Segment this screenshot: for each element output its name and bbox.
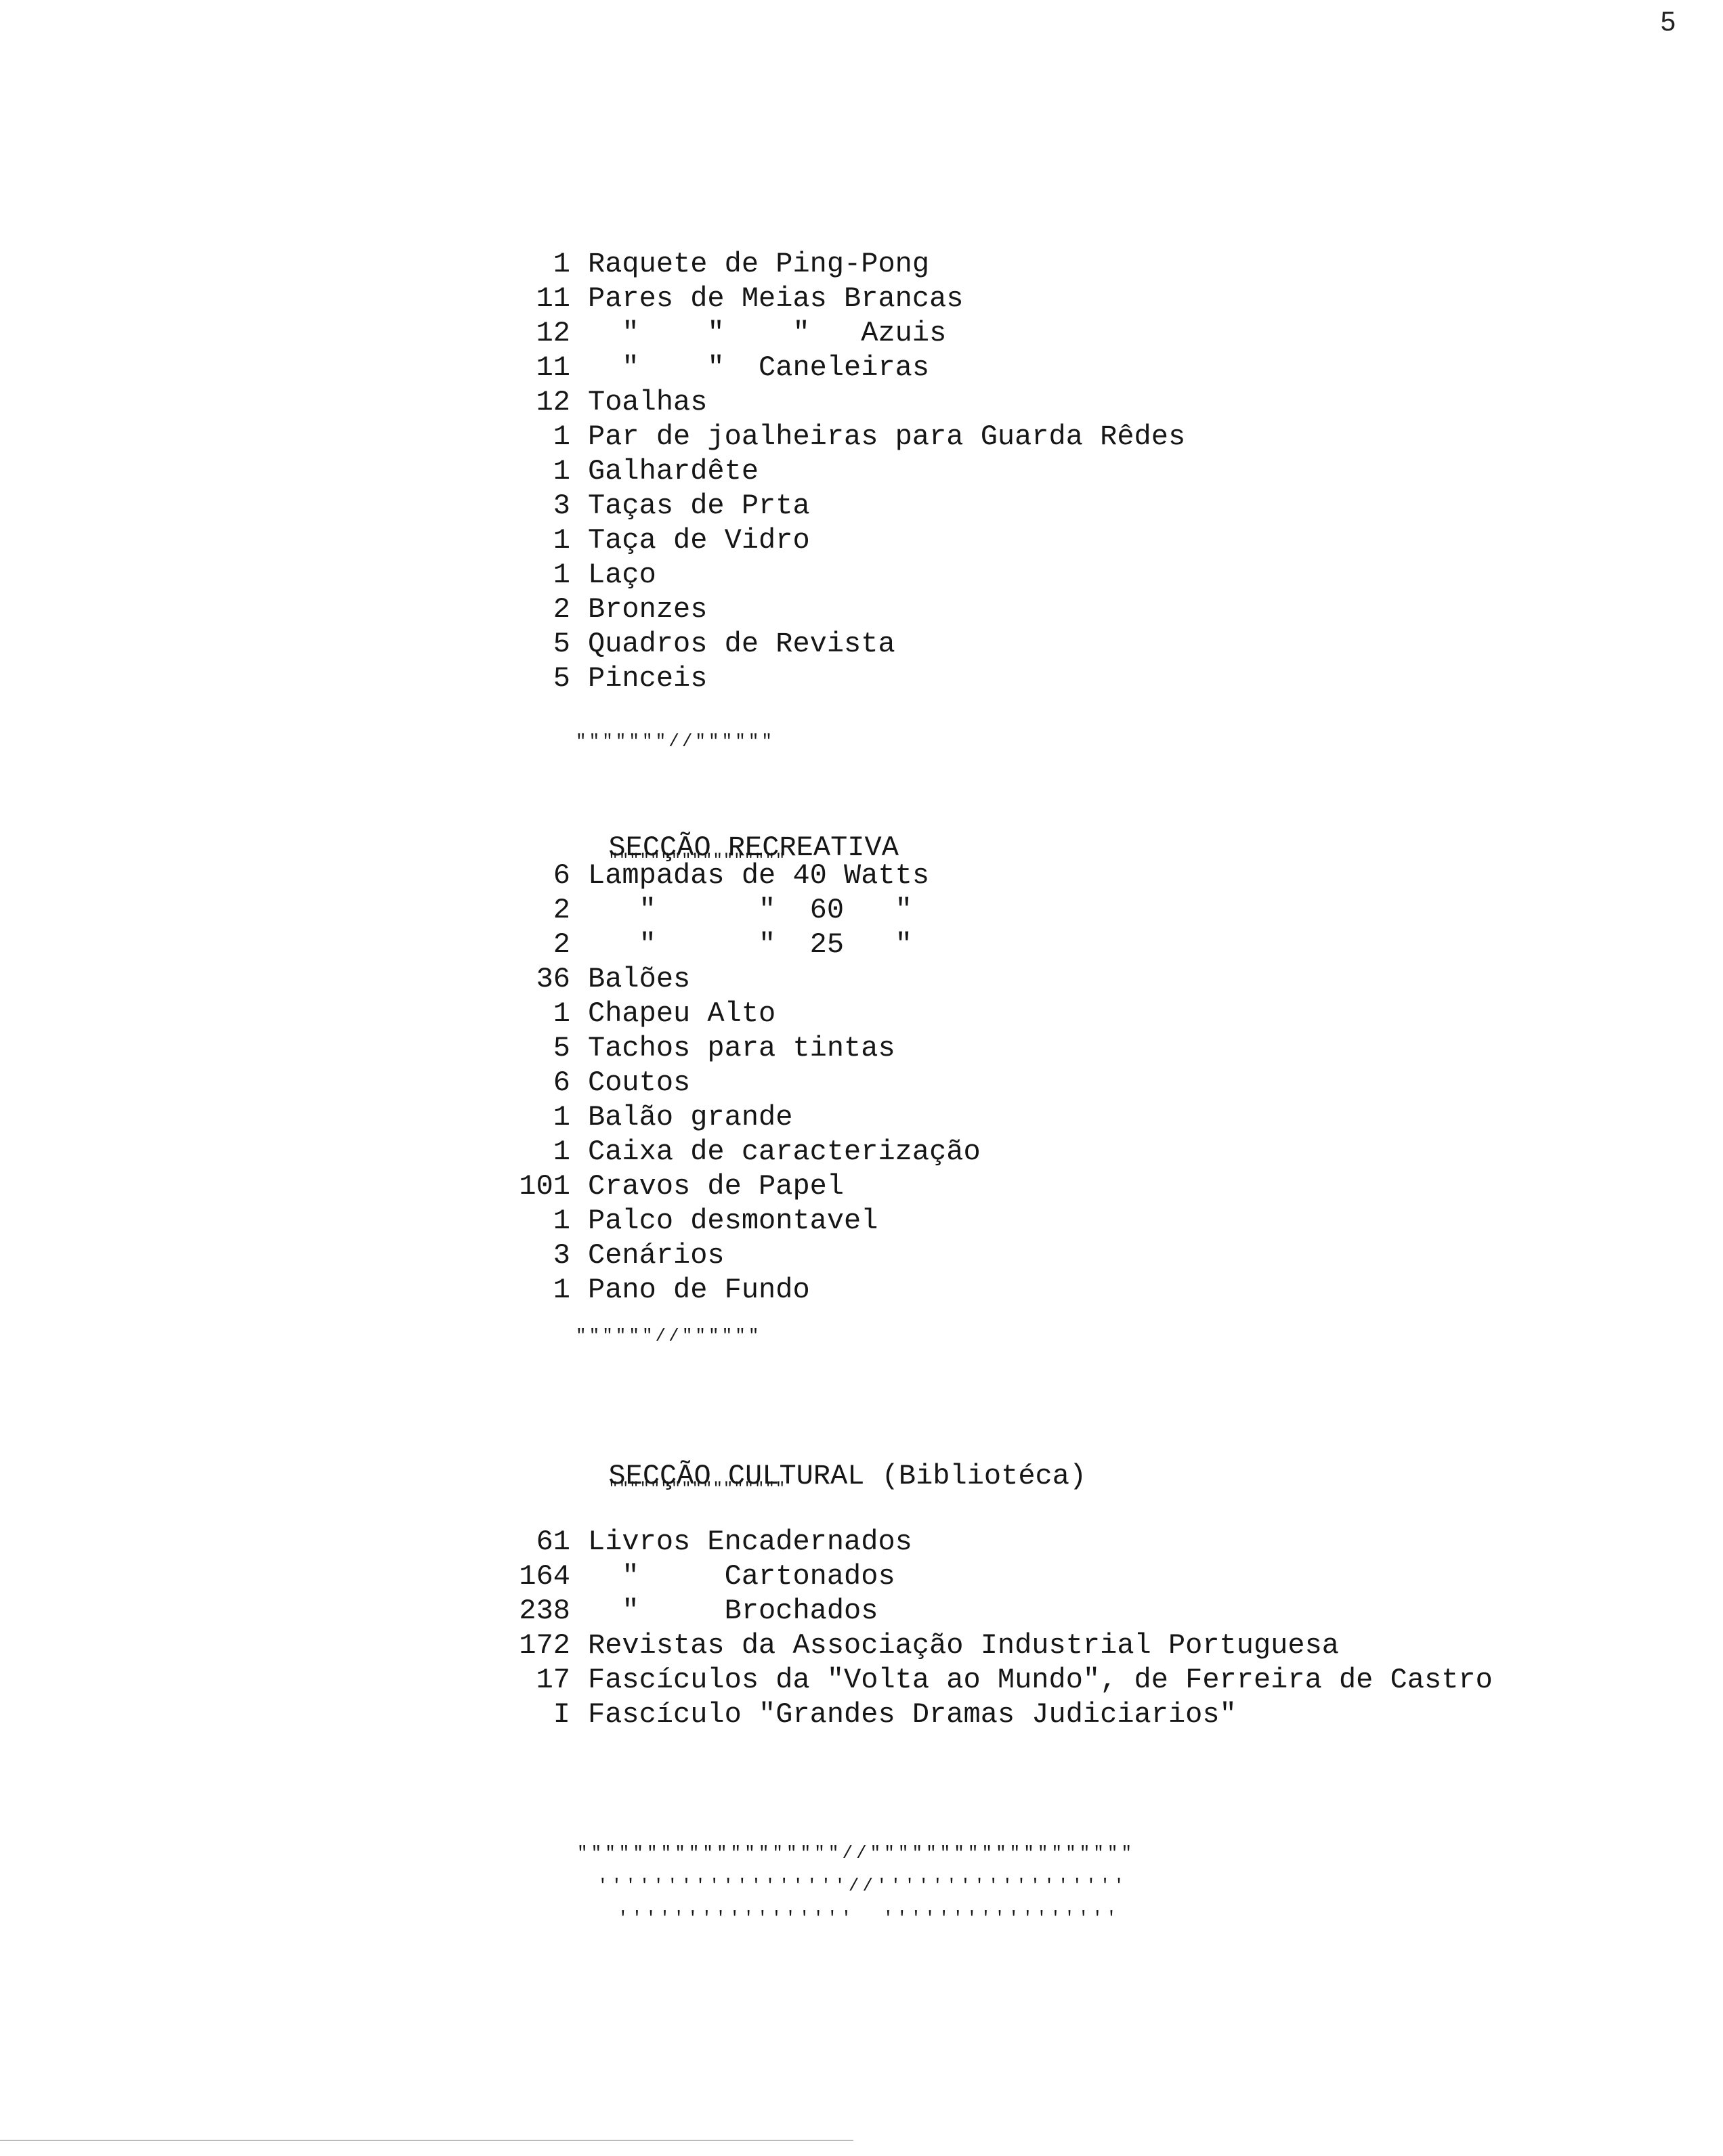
list-item — [488, 523, 1185, 558]
item-description: " " 60 " — [588, 894, 912, 926]
item-description: Fascículos da "Volta ao Mundo", de Ferreira de Castro — [588, 1664, 1493, 1696]
item-description: Chapeu Alto — [588, 997, 776, 1030]
list-item — [488, 282, 1185, 316]
item-quantity: 11 — [536, 351, 570, 384]
list-item — [488, 1238, 981, 1273]
list-item — [488, 997, 981, 1031]
item-description: Coutos — [588, 1066, 691, 1099]
inventory-list-recreativa — [488, 859, 981, 1308]
item-quantity: 17 — [536, 1664, 570, 1696]
footer-ornament-line-2: ''''''''''''''''''//'''''''''''''''''' — [597, 1876, 1128, 1896]
list-item — [488, 1525, 1493, 1559]
item-description: Taça de Vidro — [588, 524, 810, 557]
list-item — [488, 454, 1185, 489]
item-quantity: 1 — [553, 1136, 570, 1168]
list-item — [488, 1663, 1493, 1698]
heading-text: SECÇÃO RECREATIVA """"""""""""""""" — [608, 832, 898, 864]
list-item — [488, 662, 1185, 696]
item-description: Fascículo "Grandes Dramas Judiciarios" — [588, 1698, 1237, 1731]
item-quantity: 5 — [553, 628, 570, 660]
item-description: " " Caneleiras — [588, 351, 930, 384]
item-description: Livros Encadernados — [588, 1526, 912, 1558]
item-description: Caixa de caracterização — [588, 1136, 981, 1168]
footer-ornament-line-3: ''''''''''''''''' ''''''''''''''''' — [618, 1908, 1120, 1928]
bottom-rule — [0, 2140, 853, 2141]
list-item — [488, 1698, 1493, 1732]
section-separator: """"""//"""""" — [576, 1326, 762, 1346]
list-item — [488, 558, 1185, 592]
item-quantity: 3 — [553, 490, 570, 522]
list-item — [488, 859, 981, 893]
list-item — [488, 592, 1185, 627]
item-description: " " " Azuis — [588, 317, 947, 349]
list-item — [488, 1066, 981, 1100]
list-item — [488, 385, 1185, 420]
item-description: Cenários — [588, 1239, 725, 1272]
list-item — [488, 351, 1185, 385]
list-item — [488, 627, 1185, 662]
item-description: " Brochados — [588, 1595, 878, 1627]
item-quantity: 1 — [553, 455, 570, 488]
item-description: Galhardête — [588, 455, 759, 488]
item-description: Lampadas de 40 Watts — [588, 859, 930, 892]
item-description: Taças de Prta — [588, 490, 810, 522]
list-item — [488, 1100, 981, 1135]
item-description: Laço — [588, 559, 656, 591]
item-description: Balões — [588, 963, 691, 995]
item-description: Toalhas — [588, 386, 708, 418]
list-item — [488, 1204, 981, 1238]
item-description: Pano de Fundo — [588, 1274, 810, 1306]
list-item — [488, 1594, 1493, 1629]
list-item — [488, 1273, 981, 1308]
item-description: Pares de Meias Brancas — [588, 282, 964, 315]
list-item — [488, 962, 981, 997]
item-quantity: 3 — [553, 1239, 570, 1272]
item-quantity: 1 — [553, 524, 570, 557]
item-description: " " 25 " — [588, 928, 912, 961]
item-quantity: 5 — [553, 662, 570, 695]
section-separator: """""""//"""""" — [576, 731, 775, 752]
item-quantity: 1 — [553, 1101, 570, 1134]
list-item — [488, 489, 1185, 523]
list-item — [488, 893, 981, 928]
item-quantity: 2 — [553, 593, 570, 626]
item-quantity: 172 — [519, 1629, 570, 1662]
list-item — [488, 1559, 1493, 1594]
item-description: Quadros de Revista — [588, 628, 895, 660]
inventory-list-cultural — [488, 1525, 1493, 1732]
item-quantity: 1 — [553, 1205, 570, 1237]
item-quantity: 1 — [553, 559, 570, 591]
item-quantity: 5 — [553, 1032, 570, 1064]
item-quantity: 1 — [553, 421, 570, 453]
item-quantity: 101 — [519, 1170, 570, 1203]
item-quantity: 1 — [553, 248, 570, 280]
list-item — [488, 420, 1185, 454]
item-quantity: 6 — [553, 859, 570, 892]
inventory-list-sports — [488, 247, 1185, 696]
item-quantity: 12 — [536, 317, 570, 349]
item-quantity: 2 — [553, 894, 570, 926]
item-quantity: 1 — [553, 1274, 570, 1306]
item-quantity: I — [553, 1698, 570, 1731]
list-item — [488, 1169, 981, 1204]
item-description: Pinceis — [588, 662, 708, 695]
item-quantity: 164 — [519, 1560, 570, 1593]
list-item — [488, 928, 981, 962]
item-quantity: 36 — [536, 963, 570, 995]
heading-text: SECÇÃO CULTURAL """"""""""""""""" — [608, 1460, 864, 1492]
item-description: Tachos para tintas — [588, 1032, 895, 1064]
item-quantity: 2 — [553, 928, 570, 961]
item-description: Palco desmontavel — [588, 1205, 878, 1237]
item-quantity: 238 — [519, 1595, 570, 1627]
page-number: 5 — [1660, 7, 1676, 37]
item-description: " Cartonados — [588, 1560, 895, 1593]
item-description: Bronzes — [588, 593, 708, 626]
heading-suffix: (Bibliotéca) — [864, 1460, 1087, 1492]
list-item — [488, 1031, 981, 1066]
item-quantity: 12 — [536, 386, 570, 418]
item-quantity: 61 — [536, 1526, 570, 1558]
item-description: Cravos de Papel — [588, 1170, 845, 1203]
item-quantity: 1 — [553, 997, 570, 1030]
footer-ornament-line-1: """""""""""""""""""//""""""""""""""""""" — [577, 1843, 1136, 1863]
item-quantity: 6 — [553, 1066, 570, 1099]
list-item — [488, 247, 1185, 282]
item-description: Raquete de Ping-Pong — [588, 248, 930, 280]
item-description: Par de joalheiras para Guarda Rêdes — [588, 421, 1186, 453]
section-heading-cultural — [574, 1427, 1086, 1492]
item-quantity: 11 — [536, 282, 570, 315]
item-description: Balão grande — [588, 1101, 793, 1134]
section-heading-recreativa — [574, 799, 899, 864]
item-description: Revistas da Associação Industrial Portuguesa — [588, 1629, 1339, 1662]
list-item — [488, 1135, 981, 1169]
list-item — [488, 316, 1185, 351]
list-item — [488, 1629, 1493, 1663]
